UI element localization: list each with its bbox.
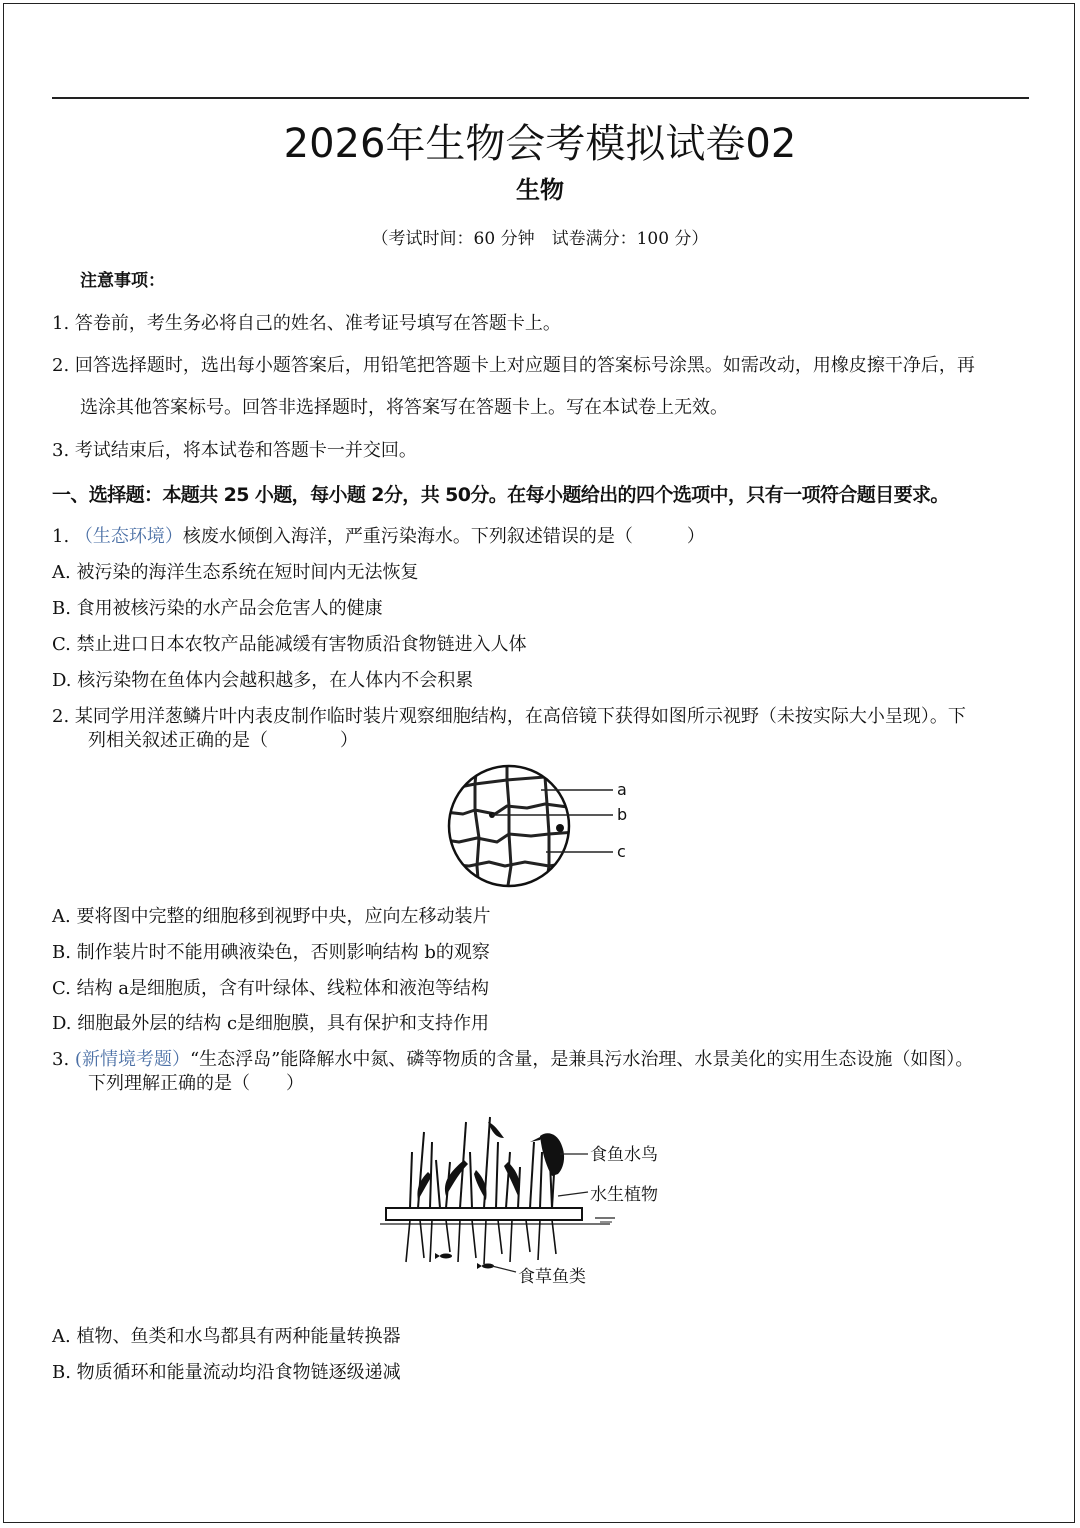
exam-info: （考试时间：60 分钟 试卷满分：100 分） [371,229,709,249]
question-number: 3. [52,1049,70,1070]
notice-item-3: 3. 考试结束后，将本试卷和答题卡一并交回。 [52,440,417,461]
fish-eating-bird [530,1133,564,1208]
question-2-stem-line1 [52,702,966,728]
question-2-option-a: A. 要将图中完整的细胞移到视野中央，应向左移动装片 [52,906,491,927]
question-1-option-d: D. 核污染物在鱼体内会越积越多，在人体内不会积累 [52,670,474,691]
question-1-option-c: C. 禁止进口日本农牧产品能减缓有害物质沿食物链进入人体 [52,634,527,655]
notice-heading: 注意事项： [80,271,165,291]
question-number: 1. [52,526,70,547]
subject-title: 生物 [516,176,564,204]
question-2-stem-line2: 列相关叙述正确的是（ ） [88,730,358,751]
notice-item-2-cont: 选涂其他答案标号。回答非选择题时，将答案写在答题卡上。写在本试卷上无效。 [80,397,728,418]
label-fish-eating-bird: 食鱼水鸟 [590,1145,658,1165]
nucleus-dot [556,824,564,832]
question-1-option-a: A. 被污染的海洋生态系统在短时间内无法恢复 [52,562,419,583]
question-2-option-b: B. 制作装片时不能用碘液染色，否则影响结构 b的观察 [52,942,490,963]
ecological-floating-island-figure [380,1112,710,1292]
notice-item-2: 2. 回答选择题时，选出每小题答案后，用铅笔把答题卡上对应题目的答案标号涂黑。如需改动，用橡皮擦干净后，再 [52,355,975,376]
question-3-stem-line2: 下列理解正确的是（ ） [88,1073,304,1094]
question-tag: (新情境考题） [74,1049,190,1070]
question-1-option-b: B. 食用被核污染的水产品会危害人的健康 [52,598,383,619]
label-b: b [617,805,628,824]
label-c: c [617,842,626,861]
page-title: 2026年生物会考模拟试卷02 [283,121,797,167]
label-a: a [617,780,627,799]
label-herbivorous-fish: 食草鱼类 [518,1267,586,1287]
question-3-option-a: A. 植物、鱼类和水鸟都具有两种能量转换器 [52,1326,401,1347]
question-2-option-d: D. 细胞最外层的结构 c是细胞膜，具有保护和支持作用 [52,1013,490,1034]
question-1-stem [52,522,705,548]
question-number: 2. [52,706,70,727]
question-text: “生态浮岛”能降解水中氮、磷等物质的含量，是兼具污水治理、水景美化的实用生态设施（如图）。 [189,1049,974,1070]
section-heading: 一、选择题：本题共 25 小题，每小题 2分，共 50分。在每小题给出的四个选项中，只有一项符合题目要求。 [52,484,949,506]
notice-item-1: 1. 答卷前，考生务必将自己的姓名、准考证号填写在答题卡上。 [52,313,561,334]
floating-platform [386,1208,582,1220]
onion-cell-micrograph [445,762,645,892]
question-tag: （生态环境） [74,526,183,547]
label-aquatic-plant: 水生植物 [590,1185,658,1205]
question-3-stem-line1 [52,1045,973,1071]
question-text: 某同学用洋葱鳞片叶内表皮制作临时装片观察细胞结构，在高倍镜下获得如图所示视野（未按实际大小呈现）。下 [74,706,966,727]
question-3-option-b: B. 物质循环和能量流动均沿食物链逐级递减 [52,1362,401,1383]
question-text: 核废水倾倒入海洋，严重污染海水。下列叙述错误的是（ ） [182,526,705,547]
header-rule [52,97,1029,99]
question-2-option-c: C. 结构 a是细胞质，含有叶绿体、线粒体和液泡等结构 [52,978,490,999]
